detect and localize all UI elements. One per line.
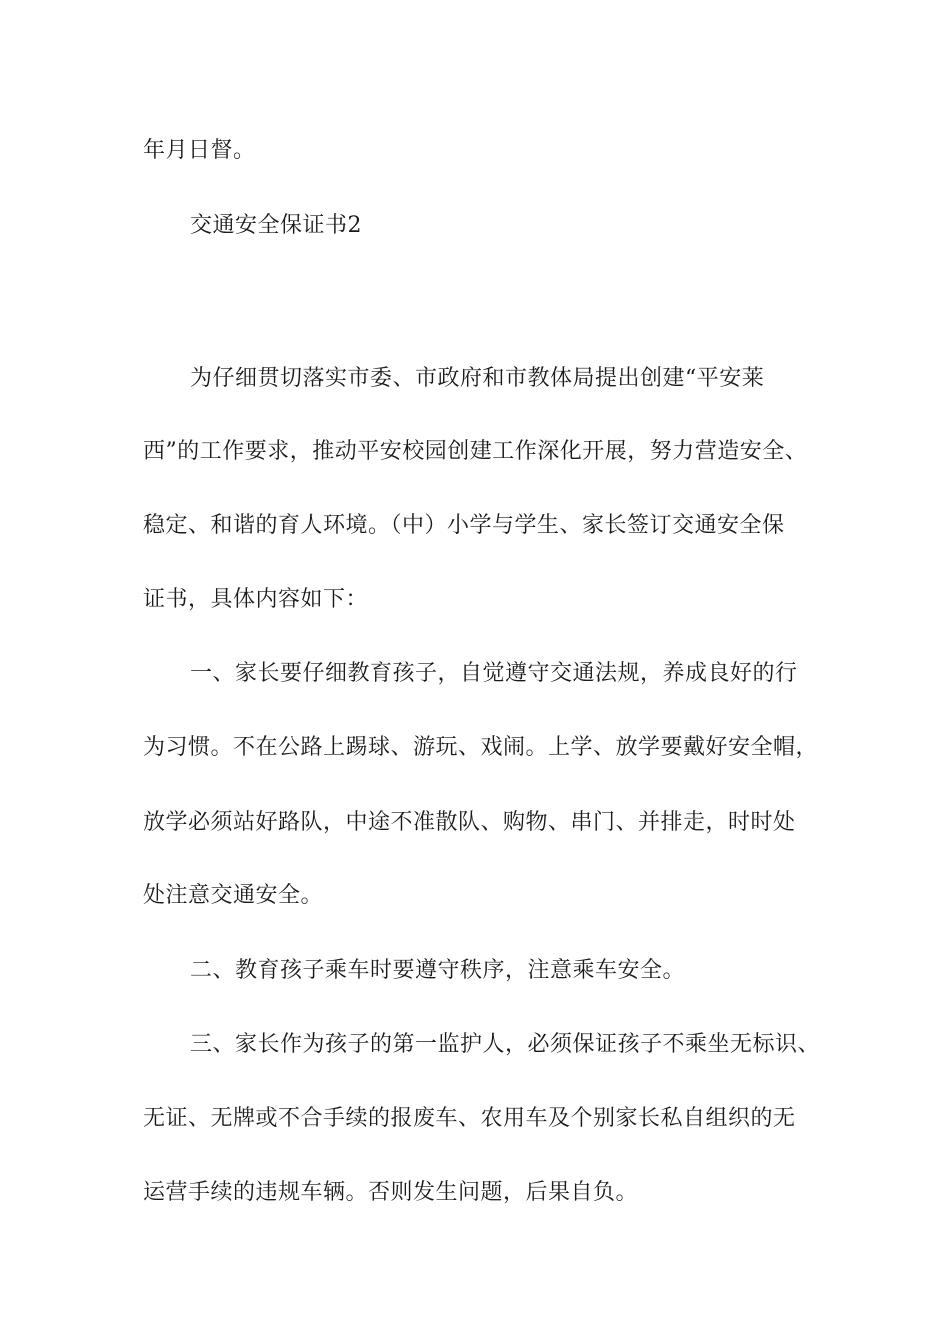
paragraph-line: 稳定、和谐的育人环境。（中）小学与学生、家长签订交通安全保 [143, 513, 785, 538]
paragraph-line: 证书，具体内容如下： [143, 587, 369, 612]
closing-date-line: 年月日督。 [143, 138, 256, 163]
paragraph-line: 无证、无牌或不合手续的报废车、农用车及个别家长私自组织的无 [143, 1106, 796, 1131]
paragraph-line: 为习惯。不在公路上踢球、游玩、戏闹。上学、放学要戴好安全帽， [143, 735, 819, 760]
paragraph-line: 一、家长要仔细教育孩子，自觉遵守交通法规，养成良好的行 [190, 661, 798, 686]
paragraph-line: 为仔细贯切落实市委、市政府和市教体局提出创建“平安莱 [190, 366, 765, 391]
section-title: 交通安全保证书2 [190, 213, 362, 238]
paragraph-line: 三、家长作为孩子的第一监护人，必须保证孩子不乘坐无标识、 [190, 1032, 821, 1057]
paragraph-line: 运营手续的违规车辆。否则发生问题，后果自负。 [143, 1180, 639, 1205]
paragraph-line: 处注意交通安全。 [143, 883, 324, 908]
paragraph-line: 西”的工作要求，推动平安校园创建工作深化开展，努力营造安全、 [143, 439, 808, 464]
paragraph-line: 二、教育孩子乘车时要遵守秩序，注意乘车安全。 [190, 958, 686, 983]
paragraph-line: 放学必须站好路队，中途不准散队、购物、串门、并排走，时时处 [143, 810, 796, 835]
